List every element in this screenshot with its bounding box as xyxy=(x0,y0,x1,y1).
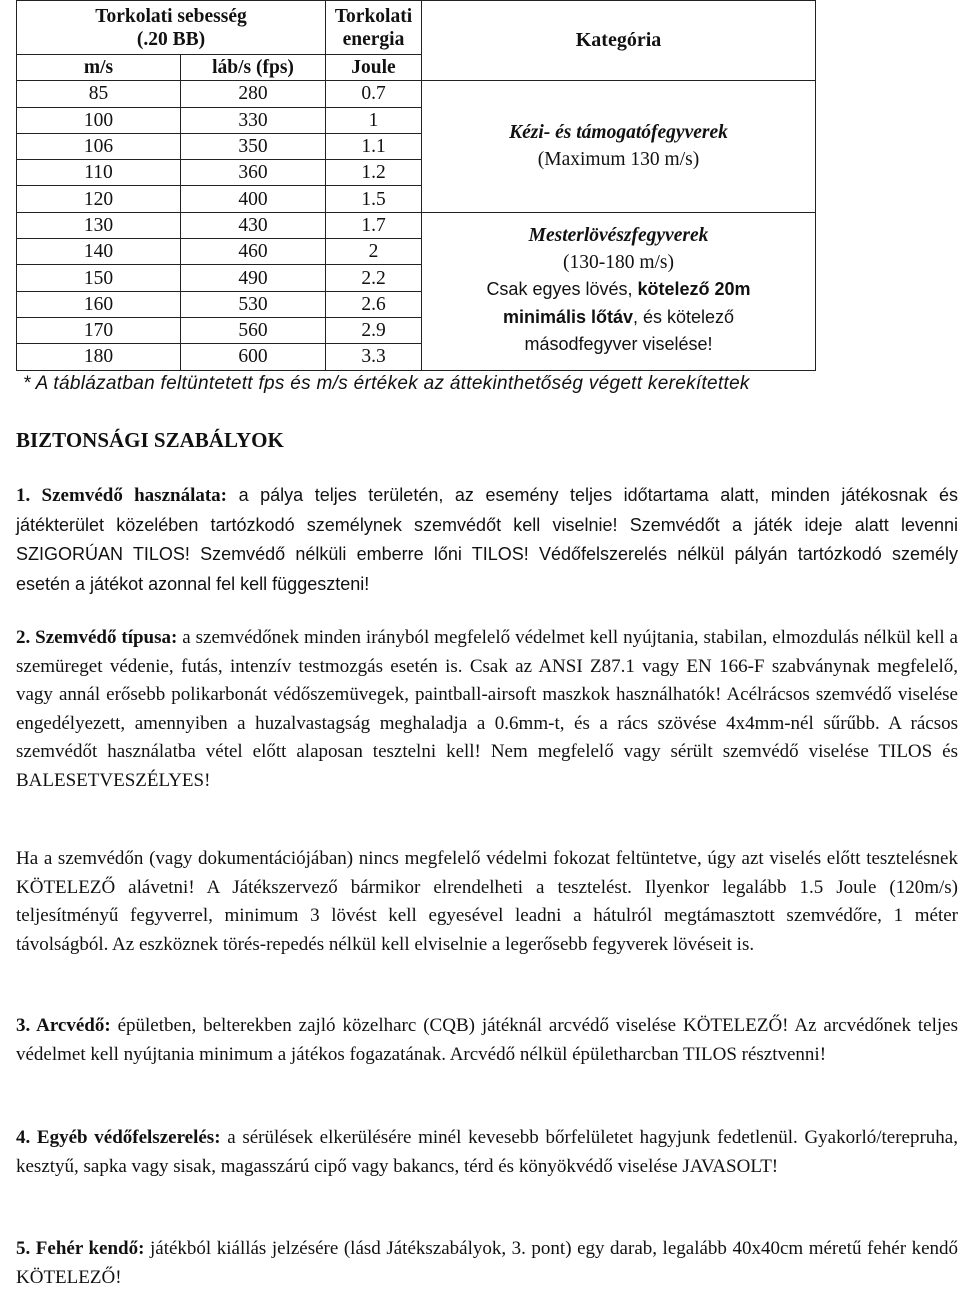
cell-fps: 280 xyxy=(181,81,326,107)
table-row xyxy=(17,212,816,238)
cell-ms: 180 xyxy=(17,344,181,370)
cell-joule: 1.7 xyxy=(326,212,422,238)
cell-fps: 490 xyxy=(181,265,326,291)
rule-2-text: a szemvédőnek minden irányból megfelelő védelmet kell nyújtania, stabilan, elmozdulás nélkül kell a szemüreget védenie, futás, intenzív testmozgás esetén is. Csak az ANSI Z87.1 vagy EN 166-F szabványnak megfelelő, vagy annál erősebb polikarbonát védőszemüvegek, paintball-airsoft maszkok használhatók! Acélrácsos szemvédő viselése engedélyezett, amennyiben a huzalvastagság meghaladja a 0.6mm-t, és a rács szövése 4x4mm-nél sűrűbb. A rácsos szemvédőt használatba vétel előtt alaposan tesztelni kell! Nem megfelelő vagy sérült szemvédő viselése TILOS és BALESETVESZÉLYES! xyxy=(16,627,958,791)
rule-4-label: 4. Egyéb védőfelszerelés: xyxy=(16,1127,221,1148)
cell-joule: 2 xyxy=(326,239,422,265)
cell-joule: 2.9 xyxy=(326,317,422,343)
section-title: BIZTONSÁGI SZABÁLYOK xyxy=(16,428,284,452)
cell-fps: 560 xyxy=(181,317,326,343)
cell-ms: 160 xyxy=(17,291,181,317)
cell-fps: 600 xyxy=(181,344,326,370)
rule-1-text: a pálya teljes területén, az esemény teljes időtartama alatt, minden játékosnak és játékterület közelében tartózkodó személynek szemvédőt kell viselnie! Szemvédőt a játék ideje alatt levenni SZIGORÚAN TILOS! Szemvédő nélküli emberre lőni TILOS! Védőfelszerelés nélkül pályán tartózkodó személy esetén a játékot azonnal fel kell függeszteni! xyxy=(16,485,959,594)
cell-joule: 1.1 xyxy=(326,133,422,159)
rule-3-text: épületben, belterekben zajló közelharc (CQB) játéknál arcvédő viselése KÖTELEZŐ! Az arcvédőnek teljes védelmet kell nyújtania minimum a játékos fogazatának. Arcvédő nélkül épületharcban TILOS résztvenni! xyxy=(16,1015,958,1065)
category-sniper-weapons: Mesterlövészfegyverek (130-180 m/s) Csak egyes lövés, kötelező 20m minimális lőtáv, és kötelező másodfegyver viselése! xyxy=(422,212,816,370)
cell-ms: 110 xyxy=(17,160,181,186)
velocity-table xyxy=(16,0,816,371)
rule-5-text: játékból kiállás jelzésére (lásd Játékszabályok, 3. pont) egy darab, legalább 40x40cm méretű fehér kendő KÖTELEZŐ! xyxy=(16,1238,958,1288)
cell-ms: 140 xyxy=(17,239,181,265)
cell-fps: 400 xyxy=(181,186,326,212)
header-unit-ms: m/s xyxy=(17,55,181,81)
cell-ms: 85 xyxy=(17,81,181,107)
cell-ms: 130 xyxy=(17,212,181,238)
table-footnote: * A táblázatban feltüntetett fps és m/s értékek az áttekinthetőség végett kerekítettek xyxy=(23,373,750,394)
cell-ms: 100 xyxy=(17,107,181,133)
cell-fps: 530 xyxy=(181,291,326,317)
rule-4 xyxy=(16,1124,958,1181)
cell-ms: 120 xyxy=(17,186,181,212)
cell-joule: 0.7 xyxy=(326,81,422,107)
rule-2 xyxy=(16,624,958,796)
cell-ms: 170 xyxy=(17,317,181,343)
header-unit-joule: Joule xyxy=(326,55,422,81)
cell-joule: 1.2 xyxy=(326,160,422,186)
rule-3 xyxy=(16,1012,958,1069)
rule-2-label: 2. Szemvédő típusa: xyxy=(16,627,178,648)
cell-joule: 3.3 xyxy=(326,344,422,370)
rule-5-label: 5. Fehér kendő: xyxy=(16,1238,145,1259)
cell-joule: 2.6 xyxy=(326,291,422,317)
header-unit-fps: láb/s (fps) xyxy=(181,55,326,81)
rule-2-testing-text: Ha a szemvédőn (vagy dokumentációjában) nincs megfelelő védelmi fokozat feltüntetve, úgy azt viselés előtt tesztelésnek KÖTELEZŐ alávetni! A Játékszervező bármikor elrendelheti a tesztelést. Ilyenkor legalább 1.5 Joule (120m/s) teljesítményű fegyverrel, minimum 3 lövést kell egyesével leadni a hátulról megtámasztott szemvédőre, 1 méter távolságból. Az eszköznek törés-repedés nélkül kell elviselnie a legerősebb fegyverek lövéseit is. xyxy=(16,848,958,955)
cell-fps: 360 xyxy=(181,160,326,186)
cell-fps: 350 xyxy=(181,133,326,159)
category-hand-weapons: Kézi- és támogatófegyverek (Maximum 130 m/s) xyxy=(422,81,816,212)
rule-1 xyxy=(16,481,958,599)
cell-joule: 2.2 xyxy=(326,265,422,291)
cell-ms: 106 xyxy=(17,133,181,159)
cell-joule: 1 xyxy=(326,107,422,133)
rule-4-text: a sérülések elkerülésére minél kevesebb bőrfelületet hagyjunk fedetlenül. Gyakorló/terepruha, kesztyű, sapka vagy sisak, magasszárú cipő vagy bakancs, térd és könyökvédő viselése JAVASOLT! xyxy=(16,1127,958,1177)
rule-5 xyxy=(16,1235,958,1292)
cell-joule: 1.5 xyxy=(326,186,422,212)
table-row xyxy=(17,81,816,107)
cell-fps: 430 xyxy=(181,212,326,238)
cell-fps: 330 xyxy=(181,107,326,133)
header-category: Kategória xyxy=(422,1,816,81)
header-muzzle-energy: Torkolati energia xyxy=(326,1,422,55)
header-muzzle-velocity: Torkolati sebesség (.20 BB) xyxy=(17,1,326,55)
rule-2-testing xyxy=(16,845,958,959)
cell-fps: 460 xyxy=(181,239,326,265)
cell-ms: 150 xyxy=(17,265,181,291)
rule-3-label: 3. Arcvédő: xyxy=(16,1015,111,1036)
rule-1-label: 1. Szemvédő használata: xyxy=(16,485,228,506)
